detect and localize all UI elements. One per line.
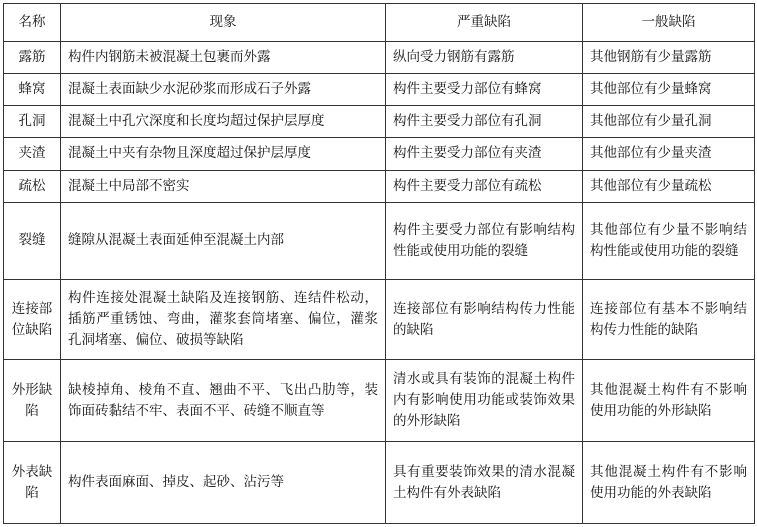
defect-phenomenon: 缺棱掉角、棱角不直、翘曲不平、飞出凸肋等，装饰面砖黏结不牢、表面不平、砖缝不顺直等	[61, 360, 386, 442]
defect-phenomenon: 混凝土表面缺少水泥砂浆而形成石子外露	[61, 74, 386, 106]
defect-phenomenon: 混凝土中局部不密实	[61, 170, 386, 202]
general-defect: 其他部位有少量疏松	[583, 170, 755, 202]
general-defect: 其他钢筋有少量露筋	[583, 42, 755, 74]
severe-defect: 清水或具有装饰的混凝土构件内有影响使用功能或装饰效果的外形缺陷	[386, 360, 583, 442]
severe-defect: 构件主要受力部位有孔洞	[386, 106, 583, 138]
defect-name: 蜂窝	[4, 74, 61, 106]
header-general-defect: 一般缺陷	[583, 4, 755, 42]
defect-name: 夹渣	[4, 138, 61, 170]
header-name: 名称	[4, 4, 61, 42]
general-defect: 其他部位有少量孔洞	[583, 106, 755, 138]
general-defect: 其他部位有少量夹渣	[583, 138, 755, 170]
table-row	[4, 360, 755, 442]
defect-name: 外表缺陷	[4, 442, 61, 524]
table-row	[4, 106, 755, 138]
defect-name: 外形缺陷	[4, 360, 61, 442]
defect-phenomenon: 混凝土中孔穴深度和长度均超过保护层厚度	[61, 106, 386, 138]
defect-name: 疏松	[4, 170, 61, 202]
severe-defect: 具有重要装饰效果的清水混凝土构件有外表缺陷	[386, 442, 583, 524]
defect-name: 孔洞	[4, 106, 61, 138]
table-row	[4, 202, 755, 280]
defect-name: 裂缝	[4, 202, 61, 280]
general-defect: 其他混凝土构件有不影响使用功能的外表缺陷	[583, 442, 755, 524]
general-defect: 连接部位有基本不影响结构传力性能的缺陷	[583, 280, 755, 360]
general-defect: 其他部位有少量蜂窝	[583, 74, 755, 106]
defect-phenomenon: 构件内钢筋未被混凝土包裹而外露	[61, 42, 386, 74]
severe-defect: 纵向受力钢筋有露筋	[386, 42, 583, 74]
table-row	[4, 280, 755, 360]
severe-defect: 连接部位有影响结构传力性能的缺陷	[386, 280, 583, 360]
severe-defect: 构件主要受力部位有影响结构性能或使用功能的裂缝	[386, 202, 583, 280]
defect-name: 连接部位缺陷	[4, 280, 61, 360]
severe-defect: 构件主要受力部位有蜂窝	[386, 74, 583, 106]
table-row	[4, 138, 755, 170]
table-row	[4, 442, 755, 524]
defect-phenomenon: 混凝土中夹有杂物且深度超过保护层厚度	[61, 138, 386, 170]
severe-defect: 构件主要受力部位有疏松	[386, 170, 583, 202]
table-row	[4, 170, 755, 202]
general-defect: 其他部位有少量不影响结构性能或使用功能的裂缝	[583, 202, 755, 280]
table-row	[4, 74, 755, 106]
defect-phenomenon: 缝隙从混凝土表面延伸至混凝土内部	[61, 202, 386, 280]
general-defect: 其他混凝土构件有不影响使用功能的外形缺陷	[583, 360, 755, 442]
table-header-row	[4, 4, 755, 42]
severe-defect: 构件主要受力部位有夹渣	[386, 138, 583, 170]
defect-table	[3, 3, 755, 524]
defect-name: 露筋	[4, 42, 61, 74]
defect-phenomenon: 构件连接处混凝土缺陷及连接钢筋、连结件松动，插筋严重锈蚀、弯曲，灌浆套筒堵塞、偏位，灌浆孔洞堵塞、偏位、破损等缺陷	[61, 280, 386, 360]
header-severe-defect: 严重缺陷	[386, 4, 583, 42]
defect-phenomenon: 构件表面麻面、掉皮、起砂、沾污等	[61, 442, 386, 524]
table-row	[4, 42, 755, 74]
header-phenomenon: 现象	[61, 4, 386, 42]
